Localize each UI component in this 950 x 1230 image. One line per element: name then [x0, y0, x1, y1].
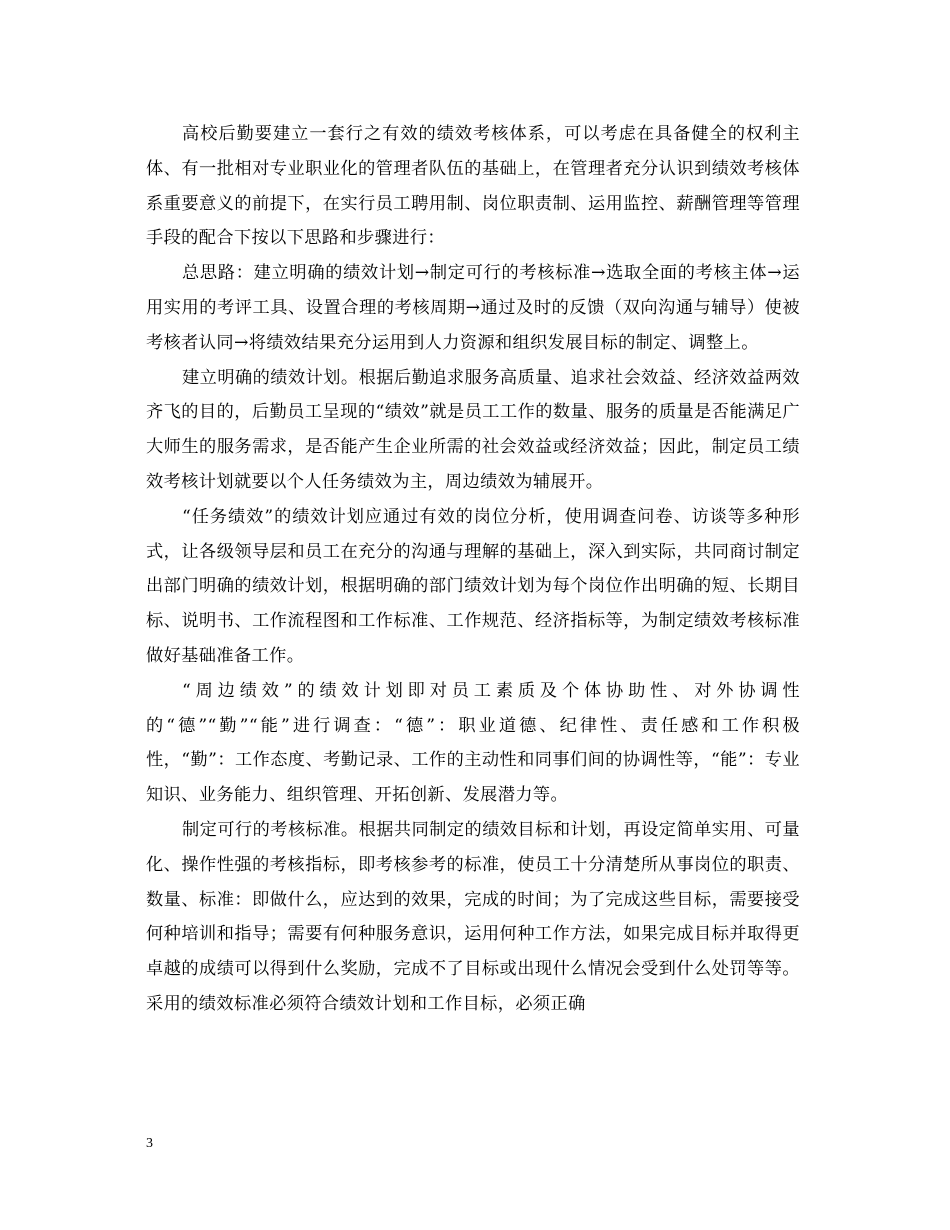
paragraph-performance-plan: 建立明确的绩效计划。根据后勤追求服务高质量、追求社会效益、经济效益两效齐飞的目的，后勤员工呈现的“绩效”就是员工工作的数量、服务的质量是否能满足广大师生的服务需求，是否能产生企业所需的社会效益或经济效益；因此，制定员工绩效考核计划就要以个人任务绩效为主，周边绩效为辅展开。	[146, 367, 800, 492]
paragraph-intro: 高校后勤要建立一套行之有效的绩效考核体系，可以考虑在具备健全的权利主体、有一批相对专业职业化的管理者队伍的基础上，在管理者充分认识到绩效考核体系重要意义的前提下，在实行员工聘用制、岗位职责制、运用监控、薪酬管理等管理手段的配合下按以下思路和步骤进行：	[146, 124, 800, 249]
document-body	[146, 117, 800, 1022]
page-number: 3	[146, 1136, 153, 1151]
paragraph-contextual-performance: “周边绩效”的绩效计划即对员工素质及个体协助性、对外协调性的“德”“勤”“能”进行调查：“德”：职业道德、纪律性、责任感和工作积极性，“勤”：工作态度、考勤记录、工作的主动性和同事们间的协调性等，“能”：专业知识、业务能力、组织管理、开拓创新、发展潜力等。	[146, 680, 800, 806]
paragraph-overall-approach: 总思路：建立明确的绩效计划→制定可行的考核标准→选取全面的考核主体→运用实用的考评工具、设置合理的考核周期→通过及时的反馈（双向沟通与辅导）使被考核者认同→将绩效结果充分运用到人力资源和组织发展目标的制定、调整上。	[146, 263, 800, 353]
paragraph-task-performance: “任务绩效”的绩效计划应通过有效的岗位分析，使用调查问卷、访谈等多种形式，让各级领导层和员工在充分的沟通与理解的基础上，深入到实际，共同商讨制定出部门明确的绩效计划，根据明确的部门绩效计划为每个岗位作出明确的短、长期目标、说明书、工作流程图和工作标准、工作规范、经济指标等，为制定绩效考核标准做好基础准备工作。	[146, 506, 800, 666]
paragraph-assessment-standards: 制定可行的考核标准。根据共同制定的绩效目标和计划，再设定简单实用、可量化、操作性强的考核指标，即考核参考的标准，使员工十分清楚所从事岗位的职责、数量、标准：即做什么，应达到的效果，完成的时间；为了完成这些目标，需要接受何种培训和指导；需要有何种服务意识，运用何种工作方法，如果完成目标并取得更卓越的成绩可以得到什么奖励，完成不了目标或出现什么情况会受到什么处罚等等。采用的绩效标准必须符合绩效计划和工作目标，必须正确	[146, 819, 800, 1014]
